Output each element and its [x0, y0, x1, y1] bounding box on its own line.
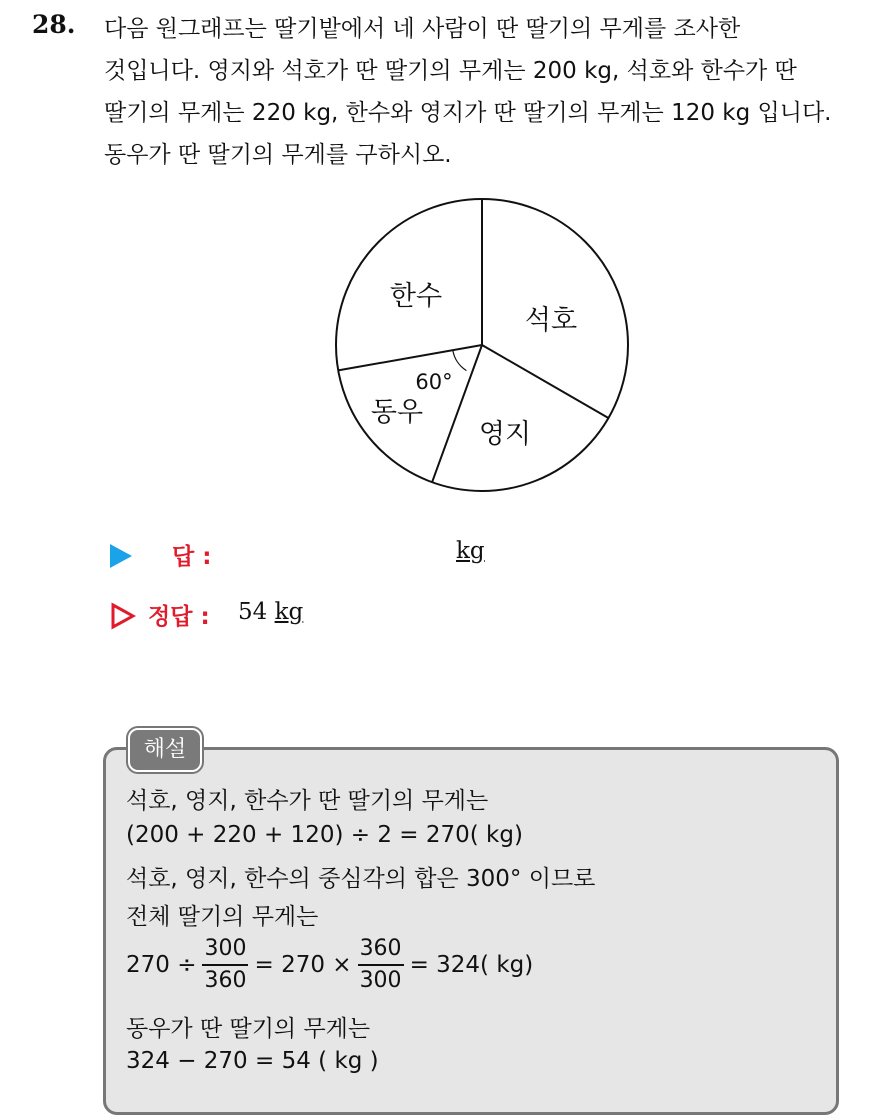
question-number: 28.	[32, 10, 76, 39]
question-line-1: 다음 원그래프는 딸기밭에서 네 사람이 딴 딸기의 무게를 조사한	[104, 16, 741, 42]
correct-answer-row	[110, 598, 710, 634]
angle-arc	[453, 350, 467, 371]
question-text	[104, 8, 864, 176]
formula-part-a: 270 ÷	[126, 952, 197, 978]
explanation-line-2: (200 + 220 + 120) ÷ 2 = 270( kg)	[126, 822, 523, 848]
question-line-3: 딸기의 무게는 220 kg, 한수와 영지가 딴 딸기의 무게는 120 kg 입니다.	[104, 100, 832, 126]
explanation-line-1: 석호, 영지, 한수가 딴 딸기의 무게는	[126, 788, 489, 814]
explanation-line-6: 동우가 딴 딸기의 무게는	[126, 1016, 371, 1042]
formula-part-c: = 324( kg)	[409, 952, 534, 978]
explanation-line-3: 석호, 영지, 한수의 중심각의 합은 300° 이므로	[126, 866, 596, 892]
answer-unit: kg	[456, 538, 485, 564]
formula-part-b: = 270 ×	[254, 952, 352, 978]
answer-label: 답 :	[172, 544, 212, 570]
correct-answer-unit: kg	[274, 599, 304, 625]
pie-label-yeongji: 영지	[478, 419, 532, 450]
pie-label-dongwoo: 동우	[370, 397, 424, 428]
fraction-2	[358, 934, 404, 996]
fraction-2-denominator: 300	[359, 968, 402, 993]
correct-answer-value	[238, 599, 303, 625]
question-line-4: 동우가 딴 딸기의 무게를 구하시오.	[104, 142, 452, 168]
explanation-line-4: 전체 딸기의 무게는	[126, 904, 319, 930]
question-line-2: 것입니다. 영지와 석호가 딴 딸기의 무게는 200 kg, 석호와 한수가 딴	[104, 58, 797, 84]
explanation-line-5	[126, 934, 533, 996]
pie-label-seokho: 석호	[524, 305, 578, 336]
correct-answer-number: 54	[238, 599, 268, 625]
explanation-line-7: 324 − 270 = 54 ( kg )	[126, 1048, 379, 1074]
correct-answer-label: 정답 :	[148, 604, 210, 630]
pie-radius-1	[482, 345, 608, 418]
pie-radius-2	[432, 345, 482, 482]
answer-row	[110, 538, 710, 574]
play-triangle-icon	[110, 544, 132, 568]
outline-triangle-icon	[110, 602, 136, 630]
fraction-1-numerator: 300	[202, 934, 248, 966]
pie-label-hansu: 한수	[389, 281, 443, 312]
explanation-tag: 해설	[128, 728, 202, 772]
pie-angle-label: 60°	[415, 370, 453, 394]
fraction-1-denominator: 360	[204, 968, 247, 993]
fraction-2-numerator: 360	[358, 934, 404, 966]
pie-chart	[330, 195, 634, 495]
fraction-1	[202, 934, 248, 996]
